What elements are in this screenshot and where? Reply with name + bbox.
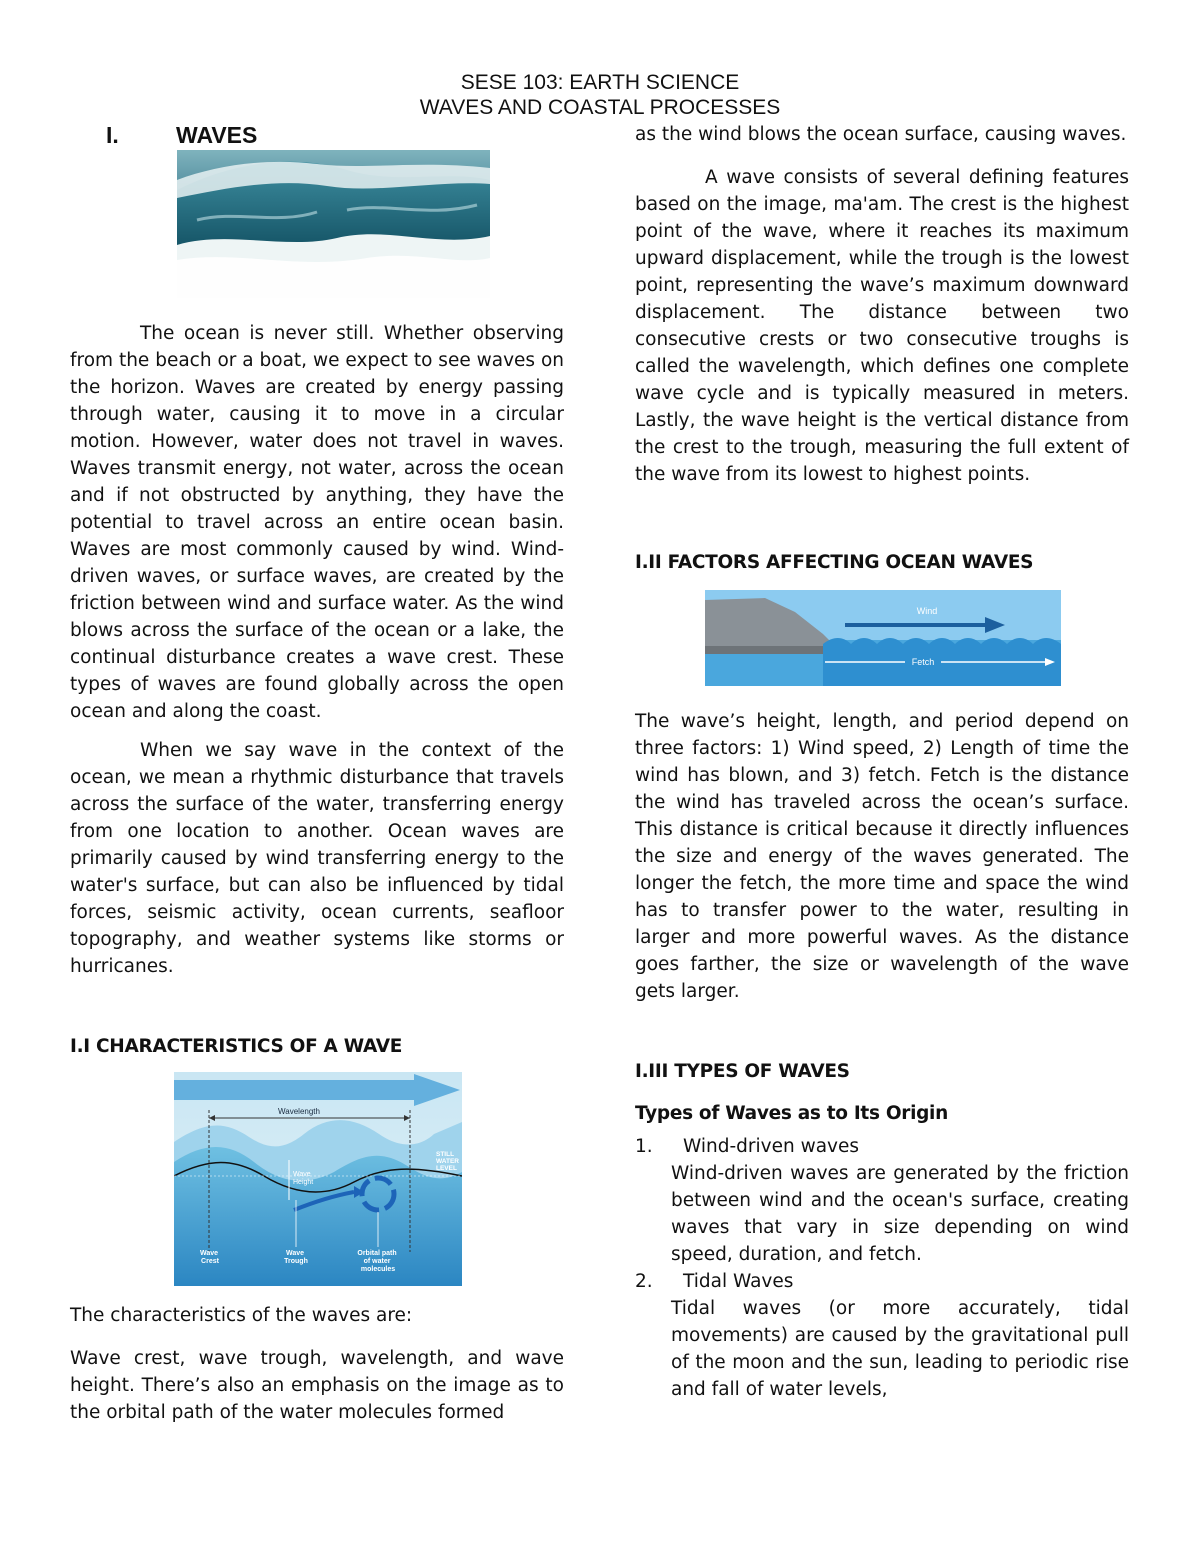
characteristics-heading: I.I CHARACTERISTICS OF A WAVE <box>70 1036 403 1057</box>
section-heading-waves <box>70 120 564 150</box>
trough-label: Wave Trough <box>284 1250 308 1265</box>
wave-type-description: Wind-driven waves are generated by the friction between wind and the ocean's surface, creating waves that vary in size depending on wind speed, duration, and fetch. <box>671 1163 1129 1265</box>
characteristics-paragraph-continued: as the wind blows the ocean surface, causing waves. <box>635 124 1127 145</box>
left-column <box>70 120 564 1426</box>
document-title: WAVES AND COASTAL PROCESSES <box>419 96 781 119</box>
list-number: 1. <box>635 1136 653 1157</box>
characteristics-intro: The characteristics of the waves are: <box>70 1305 413 1326</box>
list-item <box>635 1133 1129 1268</box>
wave-types-list <box>635 1133 1129 1403</box>
still-water-label: STILL WATER LEVEL <box>436 1151 459 1172</box>
wavelength-label: Wavelength <box>278 1107 320 1116</box>
ocean-wave-photo <box>177 150 490 298</box>
list-item <box>635 1268 1129 1403</box>
wave-features-paragraph: A wave consists of several defining features based on the image, ma'am. The crest is the highest point of the wave, where it reaches its maximum upward displacement, while the trough is the lowest point, representing the wave’s maximum downward displacement. The distance between two consecutive crests or two consecutive troughs is called the wavelength, which defines one complete wave cycle and is typically measured in meters. Lastly, the wave height is the vertical distance from the crest to the trough, measuring the full extent of the wave from its lowest to highest points. <box>635 167 1129 485</box>
factors-heading: I.II FACTORS AFFECTING OCEAN WAVES <box>635 552 1034 573</box>
waves-paragraph-2: When we say wave in the context of the ocean, we mean a rhythmic disturbance that travels across the surface of the water, transferring energy from one location to another. Ocean waves are primarily caused by wind transferring energy to the water's surface, but can also be influenced by tidal forces, seismic activity, ocean currents, seafloor topography, and weather systems like storms or hurricanes. <box>70 740 564 977</box>
list-number: 2. <box>635 1271 653 1292</box>
types-heading: I.III TYPES OF WAVES <box>635 1061 850 1082</box>
wave-type-name: Tidal Waves <box>683 1271 794 1292</box>
wave-type-description: Tidal waves (or more accurately, tidal movements) are caused by the gravitational pull of the moon and the sun, leading to periodic rise and fall of water levels, <box>671 1298 1129 1400</box>
orbital-path-label: Orbital path of water molecules <box>357 1250 397 1273</box>
factors-paragraph: The wave’s height, length, and period depend on three factors: 1) Wind speed, 2) Length of time the wind has blown, and 3) fetch. Fetch is the distance the wind has traveled across the ocean’s surface. This distance is critical because it directly influences the size and energy of the waves generated. The longer the fetch, the more time and space the wind has to transfer power to the water, resulting in larger and more powerful waves. As the distance goes farther, the size or wavelength of the wave gets larger. <box>635 711 1129 1002</box>
wave-characteristics-diagram <box>174 1072 462 1286</box>
document-header <box>0 70 1200 120</box>
crest-label: Wave Crest <box>200 1250 219 1265</box>
wave-height-label: Wave Height <box>293 1171 314 1186</box>
right-column <box>635 121 1129 1403</box>
types-subheading: Types of Waves as to Its Origin <box>635 1103 948 1124</box>
section-title: WAVES <box>176 122 258 148</box>
section-number: I. <box>106 122 119 148</box>
wave-type-name: Wind-driven waves <box>683 1136 860 1157</box>
characteristics-paragraph: Wave crest, wave trough, wavelength, and wave height. There’s also an emphasis on the image as to the orbital path of the water molecules formed <box>70 1348 564 1423</box>
fetch-label: Fetch <box>911 657 935 667</box>
waves-paragraph-1: The ocean is never still. Whether observing from the beach or a boat, we expect to see waves on the horizon. Waves are created by energy passing through water, causing it to move in a circular motion. However, water does not travel in waves. Waves transmit energy, not water, across the ocean and if not obstructed by anything, they have the potential to travel across an entire ocean basin. Waves are most commonly caused by wind. Wind-driven waves, or surface waves, are created by the friction between wind and surface water. As the wind blows across the surface of the ocean or a lake, the continual disturbance creates a wave crest. These types of waves are found globally across the open ocean and along the coast. <box>70 323 564 722</box>
course-title: SESE 103: EARTH SCIENCE <box>460 71 740 94</box>
wind-fetch-diagram <box>705 590 1061 686</box>
wind-label: Wind <box>916 606 938 616</box>
